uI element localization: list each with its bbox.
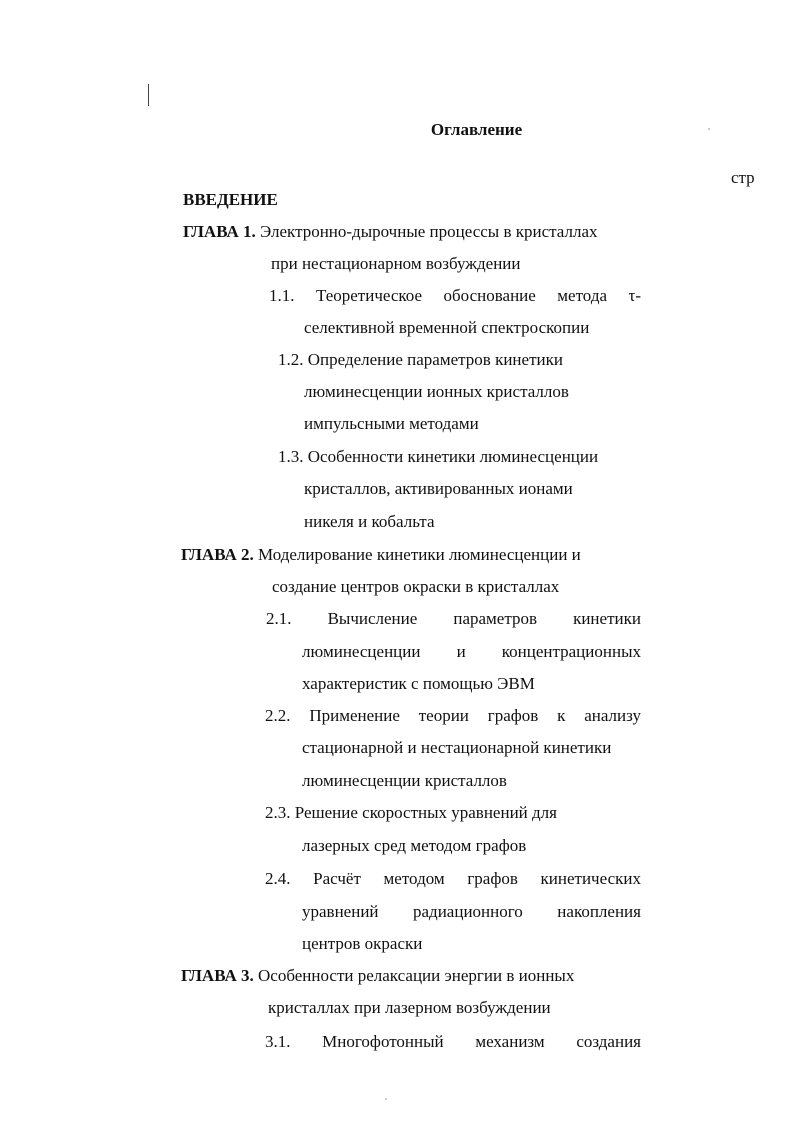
toc-section-2-2 — [265, 706, 641, 726]
word: τ- — [628, 286, 641, 305]
scan-speck — [385, 1098, 387, 1100]
chapter-label: ГЛАВА 3. — [181, 966, 254, 985]
word: 2.4. — [265, 869, 291, 888]
word: к — [557, 706, 566, 725]
chapter-title: Моделирование кинетики люминесценции и — [258, 545, 581, 564]
chapter-title: Электронно-дырочные процессы в кристаллах — [260, 222, 598, 241]
word: анализу — [584, 706, 641, 725]
toc-section-2-1 — [266, 609, 641, 629]
toc-section-2-3: 2.3. Решение скоростных уравнений для — [265, 803, 557, 822]
word: методом — [383, 869, 445, 888]
word: теории — [418, 706, 469, 725]
word: 3.1. — [265, 1032, 291, 1051]
word: графов — [467, 869, 518, 888]
toc-section-2-4 — [265, 869, 641, 889]
toc-section-3-1 — [265, 1032, 641, 1052]
toc-title: Оглавление — [430, 120, 523, 139]
word: Теоретическое — [315, 286, 423, 305]
word: Вычисление — [327, 609, 418, 628]
section-text: центров окраски — [302, 934, 423, 953]
section-text: характеристик с помощью ЭВМ — [302, 674, 535, 693]
word: кинетики — [573, 609, 641, 628]
section-text: селективной временной спектроскопии — [304, 318, 590, 337]
word: уравнений — [302, 902, 379, 921]
section-text — [302, 902, 641, 922]
section-text: лазерных сред методом графов — [302, 836, 527, 855]
word: графов — [487, 706, 539, 725]
toc-chapter-2 — [181, 545, 581, 565]
word: механизм — [475, 1032, 545, 1051]
page-column-label: стр — [731, 168, 755, 187]
chapter-label: ГЛАВА 2. — [181, 545, 254, 564]
word: метода — [557, 286, 608, 305]
chapter-title: Особенности релаксации энергии в ионных — [258, 966, 575, 985]
section-text: люминесценции кристаллов — [302, 771, 507, 790]
word: 1.1. — [269, 286, 295, 305]
word: параметров — [453, 609, 538, 628]
word: Применение — [309, 706, 400, 725]
word: 2.2. — [265, 706, 291, 725]
section-text: люминесценции ионных кристаллов — [304, 382, 569, 401]
section-text: кристаллов, активированных ионами — [304, 479, 573, 498]
chapter-title-cont: при нестационарном возбуждении — [271, 254, 521, 273]
section-text: импульсными методами — [304, 414, 479, 433]
toc-chapter-1 — [183, 222, 598, 242]
chapter-title-cont: создание центров окраски в кристаллах — [272, 577, 560, 596]
word: накопления — [557, 902, 641, 921]
word: радиационного — [413, 902, 523, 921]
word: Многофотонный — [322, 1032, 444, 1051]
word: создания — [576, 1032, 641, 1051]
section-text: стационарной и нестационарной кинетики — [302, 738, 612, 757]
word: Расчёт — [313, 869, 361, 888]
word: и — [456, 642, 466, 661]
word: концентрационных — [501, 642, 641, 661]
chapter-title-cont: кристаллах при лазерном возбуждении — [268, 998, 551, 1017]
toc-chapter-3 — [181, 966, 574, 986]
word: обоснование — [443, 286, 536, 305]
section-text — [302, 642, 641, 662]
scan-artifact-line — [148, 84, 149, 106]
word: люминесценции — [302, 642, 421, 661]
toc-intro: ВВЕДЕНИЕ — [183, 190, 278, 209]
toc-section-1-1 — [269, 286, 641, 306]
chapter-label: ГЛАВА 1. — [183, 222, 256, 241]
toc-section-1-2: 1.2. Определение параметров кинетики — [278, 350, 563, 369]
toc-section-1-3: 1.3. Особенности кинетики люминесценции — [278, 447, 599, 466]
word: 2.1. — [266, 609, 292, 628]
word: кинетических — [540, 869, 641, 888]
section-text: никеля и кобальта — [304, 512, 435, 531]
